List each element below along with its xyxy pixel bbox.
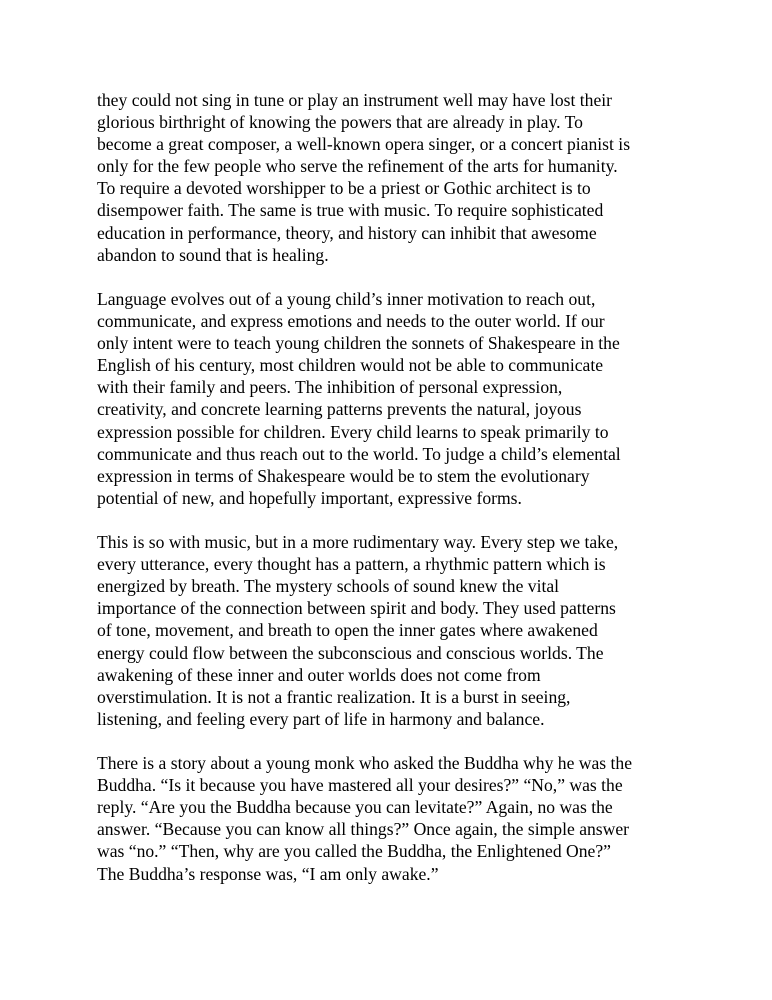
text-line: expression in terms of Shakespeare would be to stem the evolutionary bbox=[97, 465, 590, 486]
paragraph-3 bbox=[97, 531, 677, 730]
text-line: awakening of these inner and outer worlds does not come from bbox=[97, 664, 541, 685]
text-line: Language evolves out of a young child’s inner motivation to reach out, bbox=[97, 288, 596, 309]
paragraph-4 bbox=[97, 752, 677, 885]
text-line: answer. “Because you can know all things?” Once again, the simple answer bbox=[97, 819, 630, 840]
text-line: potential of new, and hopefully important, expressive forms. bbox=[97, 487, 522, 508]
text-line: communicate and thus reach out to the world. To judge a child’s elemental bbox=[97, 443, 621, 464]
text-line: energy could flow between the subconscious and conscious worlds. The bbox=[97, 642, 604, 663]
text-line: was “no.” “Then, why are you called the Buddha, the Enlightened One?” bbox=[97, 841, 611, 862]
text-line: This is so with music, but in a more rudimentary way. Every step we take, bbox=[97, 532, 619, 553]
text-line: education in performance, theory, and history can inhibit that awesome bbox=[97, 222, 597, 243]
paragraph-1 bbox=[97, 89, 677, 266]
text-line: There is a story about a young monk who asked the Buddha why he was the bbox=[97, 753, 633, 774]
text-line: abandon to sound that is healing. bbox=[97, 244, 329, 265]
text-line: of tone, movement, and breath to open the inner gates where awakened bbox=[97, 620, 598, 641]
text-line: become a great composer, a well-known opera singer, or a concert pianist is bbox=[97, 134, 631, 155]
text-line: The Buddha’s response was, “I am only awake.” bbox=[97, 863, 439, 884]
text-line: only intent were to teach young children the sonnets of Shakespeare in the bbox=[97, 333, 620, 354]
text-line: To require a devoted worshipper to be a priest or Gothic architect is to bbox=[97, 178, 591, 199]
text-line: energized by breath. The mystery schools of sound knew the vital bbox=[97, 576, 560, 597]
text-line: listening, and feeling every part of life in harmony and balance. bbox=[97, 708, 545, 729]
text-line: disempower faith. The same is true with music. To require sophisticated bbox=[97, 200, 604, 221]
text-line: creativity, and concrete learning patterns prevents the natural, joyous bbox=[97, 399, 582, 420]
document-page bbox=[97, 89, 677, 907]
text-line: glorious birthright of knowing the powers that are already in play. To bbox=[97, 112, 583, 133]
text-line: overstimulation. It is not a frantic realization. It is a burst in seeing, bbox=[97, 686, 571, 707]
text-line: every utterance, every thought has a pattern, a rhythmic pattern which is bbox=[97, 554, 606, 575]
text-line: communicate, and express emotions and needs to the outer world. If our bbox=[97, 311, 605, 332]
text-line: they could not sing in tune or play an instrument well may have lost their bbox=[97, 90, 613, 110]
text-line: expression possible for children. Every child learns to speak primarily to bbox=[97, 421, 609, 442]
text-line: Buddha. “Is it because you have mastered all your desires?” “No,” was the bbox=[97, 775, 623, 796]
text-line: only for the few people who serve the refinement of the arts for humanity. bbox=[97, 156, 618, 177]
text-line: with their family and peers. The inhibition of personal expression, bbox=[97, 377, 563, 398]
text-line: English of his century, most children would not be able to communicate bbox=[97, 355, 604, 376]
paragraph-2 bbox=[97, 288, 677, 509]
text-line: importance of the connection between spirit and body. They used patterns bbox=[97, 598, 616, 619]
text-line: reply. “Are you the Buddha because you can levitate?” Again, no was the bbox=[97, 797, 613, 818]
